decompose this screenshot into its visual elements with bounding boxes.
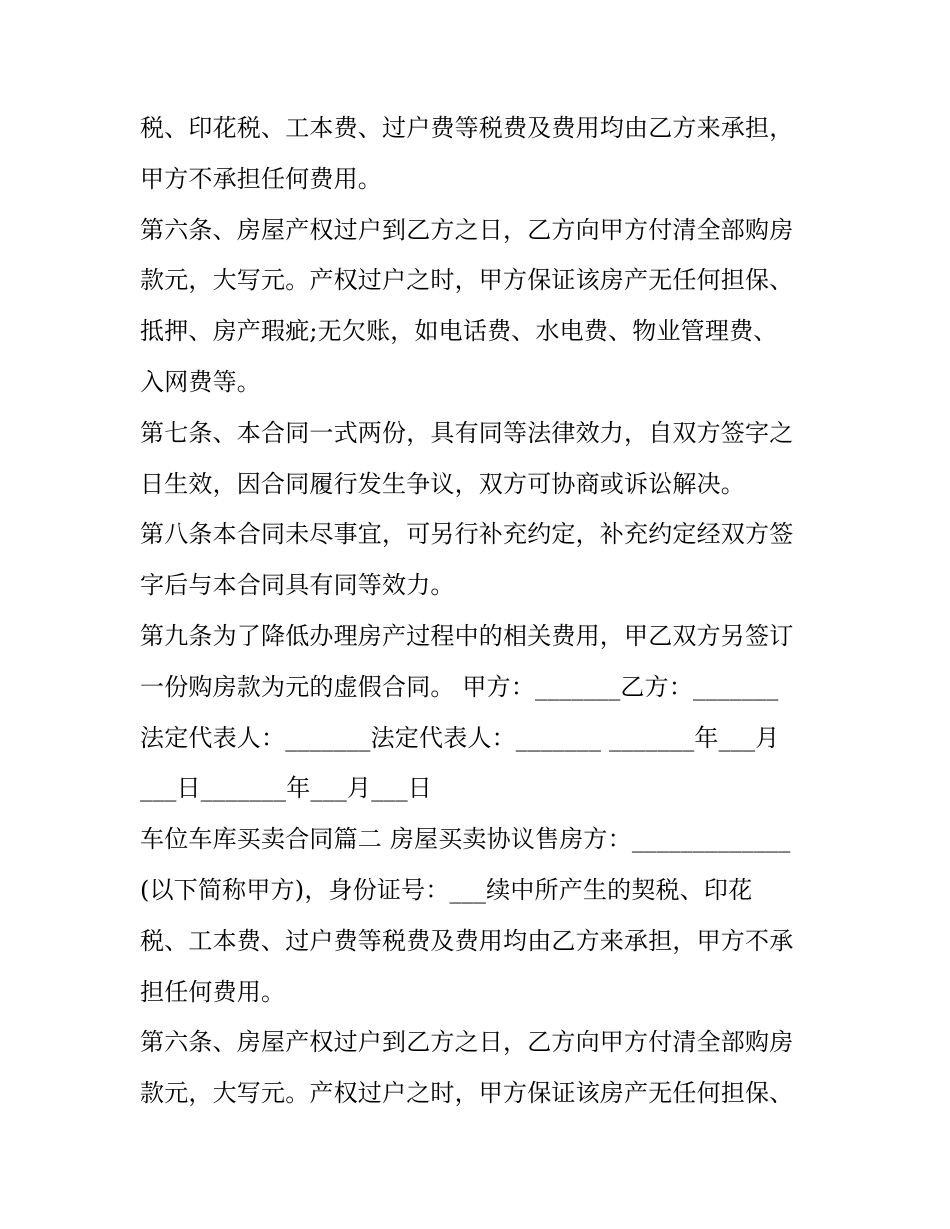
text-line: (以下简称甲方)，身份证号：___续中所产生的契税、印花 (140, 875, 753, 904)
signature-line-representatives: 法定代表人：_______法定代表人：_______ _______年___月 (140, 723, 780, 752)
text-line: 第七条、本合同一式两份，具有同等法律效力，自双方签字之 (140, 418, 794, 447)
text-line: 抵押、房产瑕疵;无欠账，如电话费、水电费、物业管理费、 (140, 317, 778, 346)
text-line: 第六条、房屋产权过户到乙方之日，乙方向甲方付清全部购房 (140, 215, 794, 244)
text-line: 第九条为了降低办理房产过程中的相关费用，甲乙双方另签订 (140, 621, 794, 650)
text-line: 第八条本合同未尽事宜，可另行补充约定，补充约定经双方签 (140, 520, 794, 549)
section-heading-line: 车位车库买卖合同篇二 房屋买卖协议售房方：_____________ (140, 825, 791, 854)
signature-line-dates: ___日_______年___月___日 (140, 774, 432, 803)
text-line: 入网费等。 (140, 367, 261, 396)
text-line: 款元，大写元。产权过户之时，甲方保证该房产无任何担保、 (140, 266, 794, 295)
text-line: 担任何费用。 (140, 977, 286, 1006)
document-body (140, 103, 830, 1119)
text-line: 第六条、房屋产权过户到乙方之日，乙方向甲方付清全部购房 (140, 1028, 794, 1057)
text-line: 字后与本合同具有同等效力。 (140, 571, 455, 600)
text-line: 款元，大写元。产权过户之时，甲方保证该房产无任何担保、 (140, 1079, 794, 1108)
text-line: 税、工本费、过户费等税费及费用均由乙方来承担，甲方不承 (140, 926, 794, 955)
signature-line-parties: 一份购房款为元的虚假合同。 甲方：_______乙方：_______ (140, 672, 779, 701)
text-line: 日生效，因合同履行发生争议，双方可协商或诉讼解决。 (140, 469, 745, 498)
text-line: 甲方不承担任何费用。 (140, 164, 382, 193)
text-line: 税、印花税、工本费、过户费等税费及费用均由乙方来承担， (140, 114, 794, 142)
